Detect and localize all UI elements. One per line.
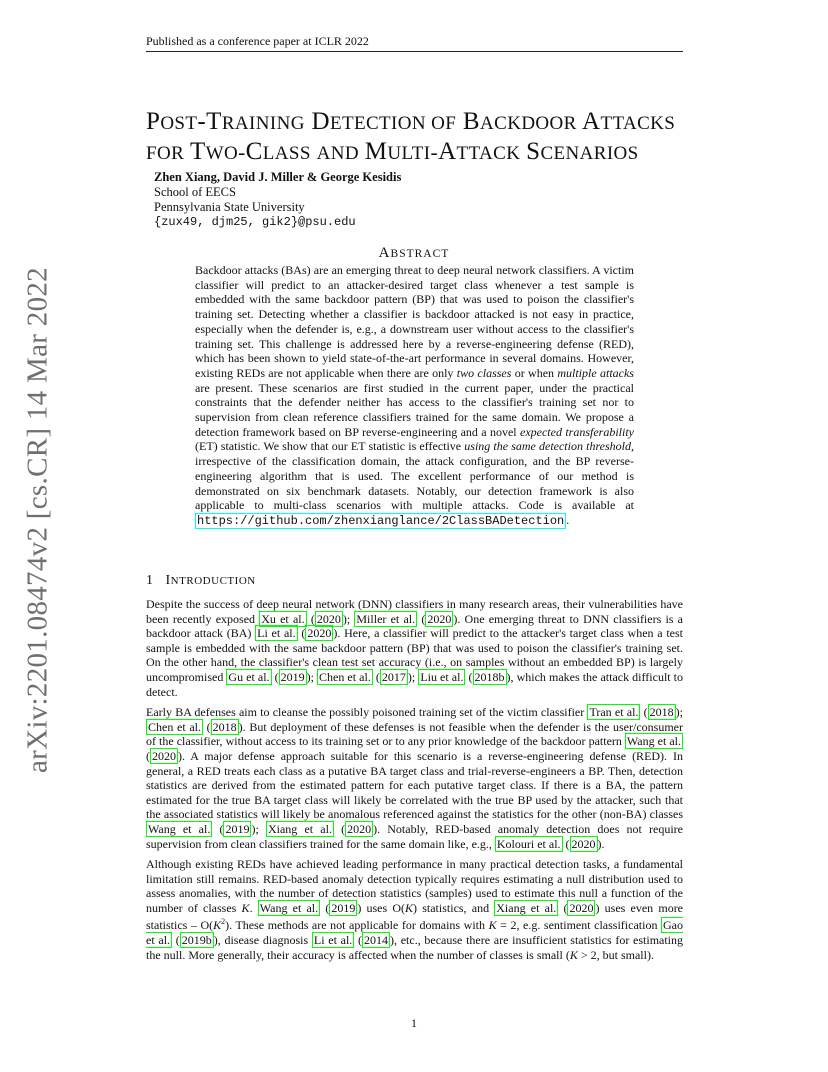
author-email: {zux49, djm25, gik2}@psu.edu [154,215,356,229]
emphasis: multiple attacks [557,365,634,380]
math-symbol: K [405,900,414,915]
citation-link[interactable]: Xiang et al. [496,900,557,915]
title-line-2: FOR TWO-CLASS AND MULTI-ATTACK SCENARIOS [146,138,639,165]
paragraph-2: Early BA defenses aim to cleanse the possibly poisoned training set of the victim classifier Tran et al. ( 2018 ); Chen et al. ( 2018 ). But deployment of these defenses is not feasible when the defender is the user/consumer of the classifier, without access to its training set or to any prior knowledge of the backdoor pattern Wang et al. ( 2020 ). A major defense approach suitable for this scenario is a reverse-engineering defense (RED). In general, a RED treats each class as a putative BA target class and trial-reverse-engineers a BP. Then, detection statistics are derived from the estimated pattern for each putative target class. If there is a BA, the pattern estimated for the true BA target class will likely be correlated with the true BP used by the attacker, such that the associated statistics will likely be anomalous referenced against the statistics for the other (non-BA) classes Wang et al. ( 2019 ); Xiang et al. ( 2020 ). Notably, RED-based anomaly detection does not require supervision from clean classifiers trained for the same domain like, e.g., Kolouri et al. ( 2020 ). [146,705,684,851]
emphasis: using the same detection threshold [464,439,631,454]
section-title: INTRODUCTION [165,573,256,588]
citation-link[interactable]: 2020 [347,821,372,836]
author-block [154,170,401,230]
paragraph-3: Although existing REDs have achieved leading performance in many practical detection tasks, a fundamental limitation still remains. RED-based anomaly detection typically requires estimating a null distribution used to assess anomalies, with the number of detection statistics (samples) used to estimate this null a function of the number of classes K. Wang et al. ( 2019 ) uses O(K) statistics, and Xiang et al. ( 2020 ) uses even more statistics – $O(K^2)$. These methods are not applicable for domains with K = 2, e.g. sentiment classification Gao et al. ( 2019b ), disease diagnosis Li et al. ( 2014 ), etc., because there are insufficient statistics for estimating the null. More generally, their accuracy is affected when the number of classes is small (K > 2, but small). [146,857,684,962]
running-header: Published as a conference paper at ICLR 2022 [146,34,683,52]
citation-link[interactable]: 2014 [364,933,388,948]
math-symbol: K [241,900,250,915]
emphasis: expected transferability [520,424,634,439]
code-url-link[interactable]: https://github.com/zhenxianglance/2ClassBADetection [197,513,565,528]
author-department: School of EECS [154,185,236,199]
abstract-heading [0,245,828,262]
arxiv-stamp [8,267,68,773]
citation-link[interactable]: 2020 [316,611,341,626]
citation-link[interactable]: 2019 [280,669,305,684]
citation-link[interactable]: Wang et al. [626,734,681,749]
citation-link[interactable]: 2020 [571,836,596,851]
citation-link[interactable]: 2020 [307,626,332,641]
citation-link[interactable]: Gu et al. [228,669,270,684]
intro-body [146,597,683,968]
citation-link[interactable]: Kolouri et al. [496,836,561,851]
citation-link[interactable]: 2018b [474,669,505,684]
citation-link[interactable]: Wang et al. [259,900,319,915]
title-line-1: POST-TRAINING DETECTION OF BACKDOOR ATTACKS [146,108,676,135]
abstract-body: Backdoor attacks (BAs) are an emerging threat to deep neural network classifiers. A victim classifier will predict to an attacker-desired target class whenever a test sample is embedded with the same backdoor pattern (BP) that was used to poison the classifier's training set. Detecting whether a classifier is backdoor attacked is not easy in practice, especially when the defender is, e.g., a downstream user without access to the classifier's training set. This challenge is addressed here by a reverse-engineering defense (RED), which has been shown to yield state-of-the-art performance in several domains. However, existing REDs are not applicable when there are only two classes or when multiple attacks are present. These scenarios are first studied in the current paper, under the practical constraints that the defender neither has access to the classifier's training set nor to supervision from clean reference classifiers trained for the same domain. We propose a detection framework based on BP reverse-engineering and a novel expected transferability (ET) statistic. We show that our ET statistic is effective using the same detection threshold, irrespective of the classification domain, the attack configuration, and the BP reverse-engineering algorithm that is used. The excellent performance of our method is demonstrated on six benchmark datasets. Notably, our detection framework is also applicable to multi-class scenarios with multiple attacks. Code is available at https://github.com/zhenxianglance/2ClassBADetection . [195,263,634,528]
citation-link[interactable]: 2019 [225,821,250,836]
section-number: 1 [146,573,154,588]
citation-link[interactable]: Li et al. [257,626,296,641]
section-heading [146,573,256,589]
citation-link[interactable]: 2018 [649,705,674,720]
citation-link[interactable]: Xiang et al. [267,821,332,836]
citation-link[interactable]: Xu et al. [261,611,305,626]
citation-link[interactable]: 2020 [569,900,594,915]
citation-link[interactable]: Chen et al. [148,719,201,734]
paper-title [146,108,706,168]
citation-link[interactable]: Li et al. [313,933,353,948]
emphasis: two classes [456,365,512,380]
citation-link[interactable]: Gao et al. [146,918,684,948]
superscript: 2 [221,917,226,927]
citation-link[interactable]: 2020 [427,611,452,626]
citation-link[interactable]: Tran et al. [589,705,639,720]
author-names: Zhen Xiang, David J. Miller & George Kesidis [154,170,402,184]
citation-link[interactable]: 2020 [152,748,176,763]
citation-link[interactable]: 2017 [381,669,406,684]
citation-link[interactable]: 2018 [212,719,237,734]
citation-link[interactable]: Miller et al. [356,611,416,626]
citation-link[interactable]: Wang et al. [148,821,211,836]
citation-link[interactable]: 2019 [331,900,356,915]
author-university: Pennsylvania State University [154,200,305,214]
arxiv-stamp-text: arXiv:2201.08474v2 [cs.CR] 14 Mar 2022 [21,267,54,773]
citation-link[interactable]: Chen et al. [319,669,371,684]
math-symbol: K [569,947,578,962]
paragraph-1: Despite the success of deep neural network (DNN) classifiers in many research areas, their vulnerabilities have been recently exposed Xu et al. ( 2020 ); Miller et al. ( 2020 ). One emerging threat to DNN classifiers is a backdoor attack (BA) Li et al. ( 2020 ). Here, a classifier will predict to the attacker's target class when a test sample is embedded with the same backdoor pattern (BP) that was used to poison the classifier's training set. On the other hand, the classifier's clean test set accuracy (i.e., on samples without an embedded BP) is largely uncompromised Gu et al. ( 2019 ); Chen et al. ( 2017 ); Liu et al. ( 2018b ), which makes the attack difficult to detect. [146,597,684,699]
math-symbol: K [488,918,497,933]
citation-link[interactable]: Liu et al. [420,669,464,684]
abstract-heading-text: ABSTRACT [378,245,450,261]
math-symbol: K [213,918,222,933]
page-number: 1 [411,1016,417,1030]
citation-link[interactable]: 2019b [181,933,212,948]
